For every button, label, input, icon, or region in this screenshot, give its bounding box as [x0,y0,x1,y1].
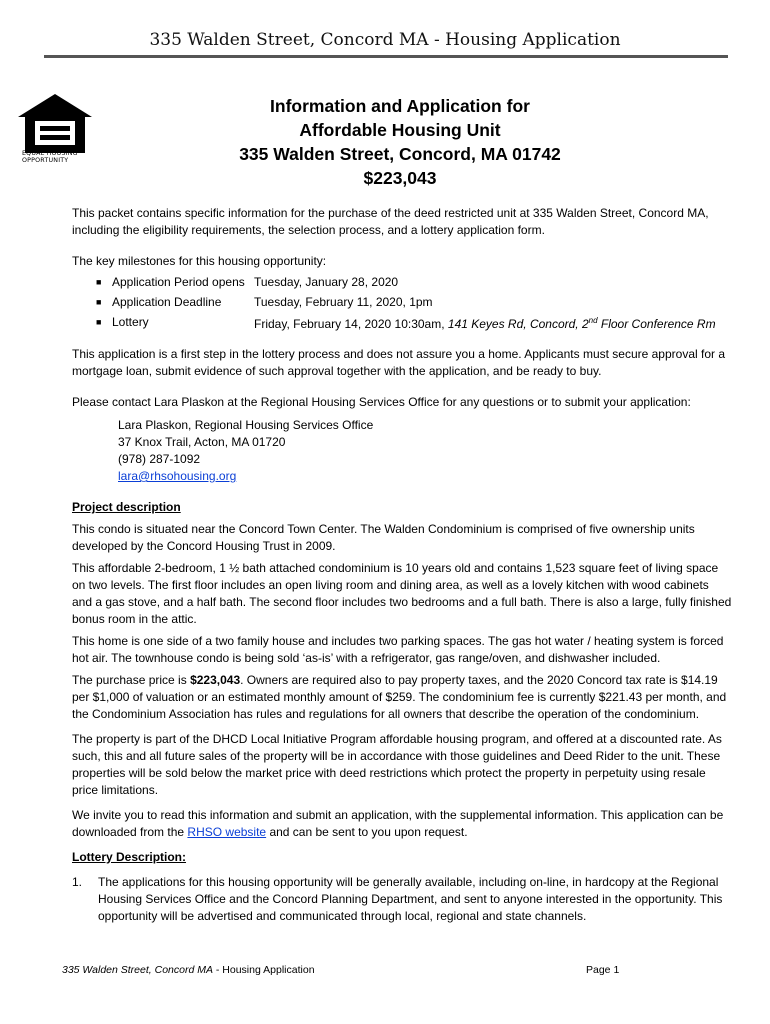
title-line-1: Information and Application for [270,96,530,116]
milestone-date: Friday, February 14, 2020 10:30am, [254,316,448,331]
price-details: . Owners are required also to pay property taxes, and the 2020 Concord tax rate is $14.19 per $1,000 of valuation or an estimated monthly amount of $259. The condominium fee is currently $221.43 per month, and the Condominium Association has rules and regulations for all owners that describe the operation of the condominium. [72,673,727,721]
invite-tail: and can be sent to you upon request. [266,825,468,839]
logo-equal-bar-top [40,126,70,131]
logo-inner-box [35,121,75,145]
contact-address: 37 Knox Trail, Acton, MA 01720 [118,435,286,449]
milestone-location [448,317,716,331]
location-text: 141 Keyes Rd, Concord, 2 [447,316,589,331]
project-heading: Project description [72,500,181,514]
contact-name: Lara Plaskon, Regional Housing Services Office [118,418,374,432]
header-rule [44,55,728,58]
contact-email-link[interactable]: lara@rhsohousing.org [118,469,237,483]
footer-page-number: Page 1 [586,964,620,976]
contact-intro: Please contact Lara Plaskon at the Regional Housing Services Office for any questions or to submit your application: [72,395,691,409]
intro-paragraph: This packet contains specific information for the purchase of the deed restricted unit at 335 Walden Street, Concord MA, including the eligibility requirements, the selection process, and a lottery application form. [72,206,709,237]
milestone-date: Tuesday, January 28, 2020 [254,274,399,289]
first-step-paragraph: This application is a first step in the lottery process and does not assure you a home. Applicants must secure approval for a mortgage loan, submit evidence of such approval together with the application, and be ready to buy. [72,347,726,378]
title-line-4: $223,043 [363,168,437,188]
project-paragraph-4 [72,672,732,723]
lottery-item-number: 1. [72,875,83,889]
footer-doc-name: - Housing Application [212,964,315,976]
milestone-date: Tuesday, February 11, 2020, 1pm [254,294,433,309]
milestone-item [72,312,732,332]
logo-equal-bar-bottom [40,135,70,140]
lottery-heading: Lottery Description: [72,850,187,864]
project-paragraph-1: This condo is situated near the Concord Town Center. The Walden Condominium is comprised of five ownership units developed by the Concord Housing Trust in 2009. [72,522,695,553]
milestone-date-location [254,312,732,333]
rhso-website-link[interactable]: RHSO website [187,825,267,839]
milestone-item [72,292,732,312]
bullet-icon: ■ [96,296,102,307]
price-lead: The purchase price is [72,673,191,687]
milestone-name: Application Period opens [112,274,245,289]
bullet-icon: ■ [96,276,102,287]
lottery-item [72,874,732,925]
location-tail: Floor Conference Rm [597,316,716,331]
logo-caption-line1: EQUAL HOUSING [22,150,78,157]
invite-text: We invite you to read this information and submit an application, with the supplemental information. This application can be downloaded from the [72,808,724,839]
lottery-item-text: The applications for this housing opportunity will be generally available, including on-line, in hardcopy at the Regional Housing Services Office and the Concord Planning Department, and sent to anyone interested in the opportunity. This opportunity will be advertised and communicated through local, regional and state channels. [98,875,723,923]
purchase-price: $223,043 [190,673,241,687]
contact-block [118,417,732,485]
footer-title [62,964,315,976]
document-title [180,94,620,190]
project-paragraph-2: This affordable 2-bedroom, 1 ½ bath attached condominium is 10 years old and contains 1,523 square feet of living space on two levels. The first floor includes an open living room and dining area, as well as a lovely kitchen with wood cabinets and a gas stove, and a half bath. The second floor includes two bedrooms and a full bath. There is also a large, fully finished bonus room in the attic. [72,561,732,626]
contact-phone: (978) 287-1092 [118,452,201,466]
milestone-item [72,272,732,292]
logo-caption-line2: OPPORTUNITY [22,157,69,164]
running-header-title: 335 Walden Street, Concord MA - Housing Application [149,30,621,50]
milestones-intro: The key milestones for this housing opportunity: [72,254,327,268]
footer-address: 335 Walden Street, Concord MA [62,964,213,976]
project-paragraph-6 [72,807,732,841]
document-body [72,205,732,925]
milestones-list [72,272,732,332]
location-superscript: nd [588,315,598,325]
milestone-name: Application Deadline [112,294,222,309]
project-paragraph-3: This home is one side of a two family house and includes two parking spaces. The gas hot water / heating system is forced hot air. The townhouse condo is being sold ‘as-is’ with a refrigerator, gas range/oven, and dishwasher included. [72,634,724,665]
logo-caption [22,150,92,164]
project-paragraph-5: The property is part of the DHCD Local Initiative Program affordable housing program, and offered at a discounted rate. As such, this and all future sales of the property will be in accordance with those guidelines and Deed Rider to the unit. These properties will be sold below the market price with deed restrictions which protect the property in perpetuity using resale price limitations. [72,732,722,797]
title-line-2: Affordable Housing Unit [299,120,501,140]
bullet-icon: ■ [96,316,102,327]
title-line-3: 335 Walden Street, Concord, MA 01742 [239,144,561,164]
milestone-name: Lottery [112,314,149,329]
